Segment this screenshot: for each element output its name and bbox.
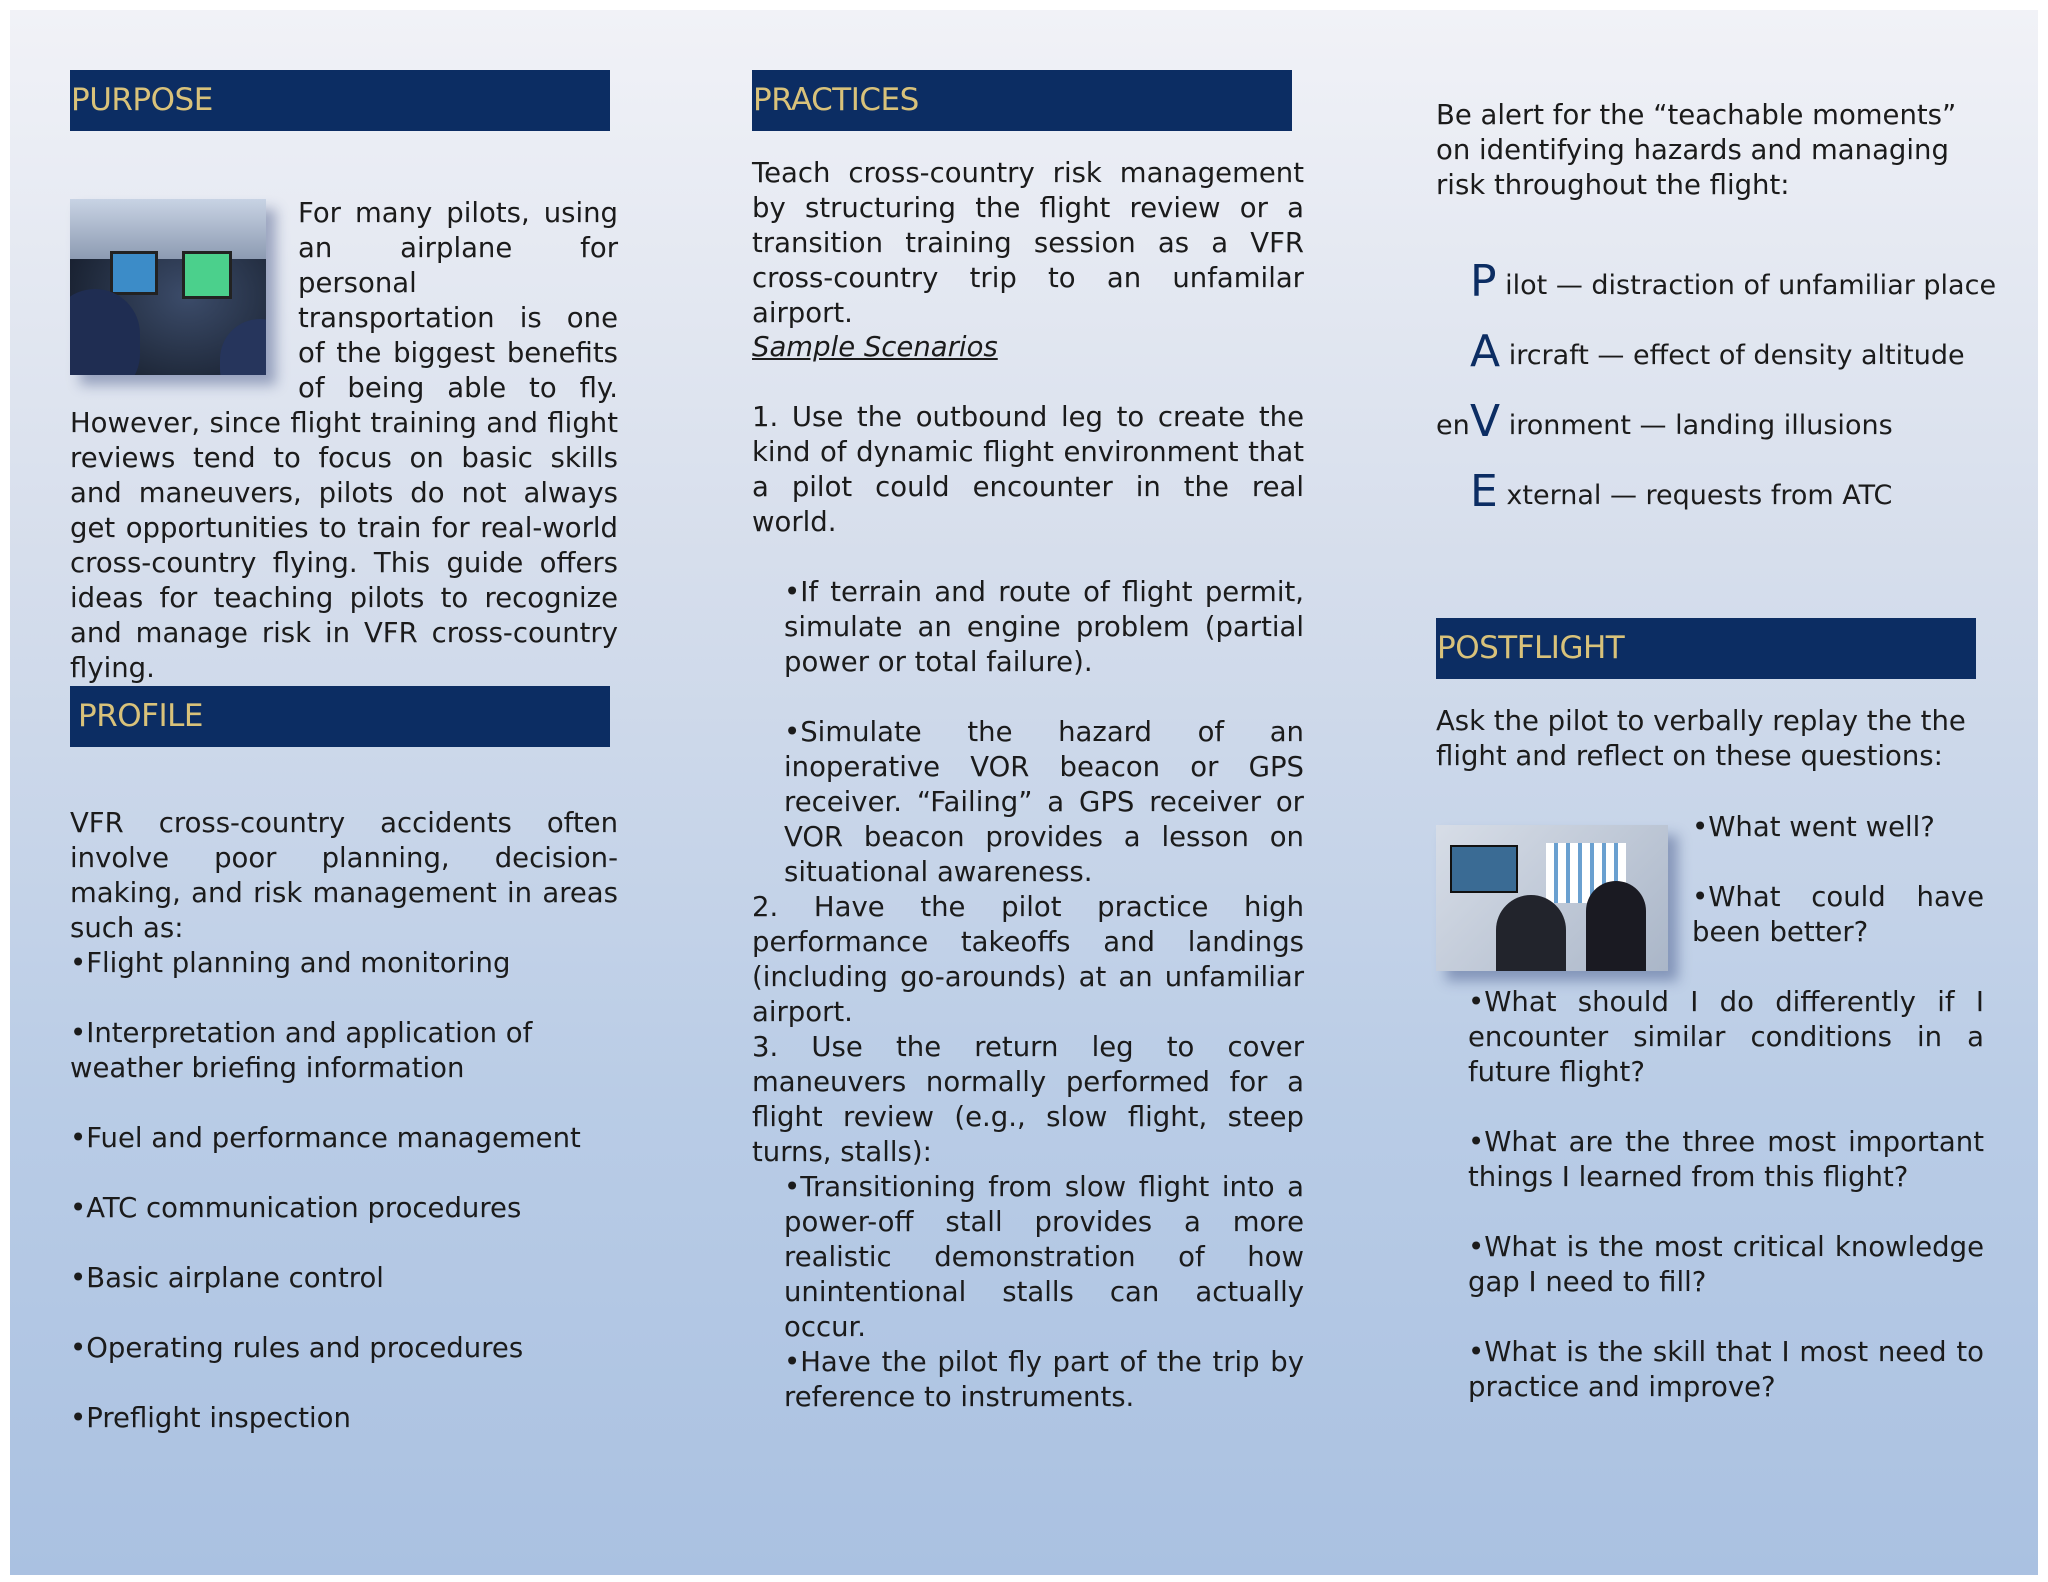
profile-item: •Flight planning and monitoring xyxy=(70,947,511,979)
purpose-section xyxy=(70,196,618,686)
pave-letter: E xyxy=(1470,466,1498,517)
postflight-intro: Ask the pilot to verbally replay the the flight and reflect on these questions: xyxy=(1436,705,1966,772)
purpose-body: For many pilots, using an airplane for personal transportation is one of the biggest benefits of being able to fly. However, since flight training and flight reviews tend to focus on basic skills and maneuvers, pilots do not always get opportunities to train for real-world cross-country flying. This guide offers ideas for teaching pilots to recognize and manage risk in VFR cross-country flying. xyxy=(70,197,618,684)
postflight-question: •What could have been better? xyxy=(1692,881,1984,948)
practices-intro: Teach cross-country risk management by structuring the flight review or a transition training session as a VFR cross-country trip to an unfamilar airport. xyxy=(752,157,1304,329)
scenario-bullet: •Simulate the hazard of an inoperative VOR beacon or GPS receiver. “Failing” a GPS receiver or VOR beacon provides a lesson on situational awareness. xyxy=(784,716,1304,888)
pave-text: ironment — landing illusions xyxy=(1508,410,1893,441)
pave-intro: Be alert for the “teachable moments” on identifying hazards and managing risk throughout the flight: xyxy=(1436,99,1957,201)
debrief-photo xyxy=(1436,825,1668,971)
pave-row-pilot xyxy=(1436,256,1997,307)
postflight-question: •What is the skill that I most need to practice and improve? xyxy=(1468,1336,1984,1403)
profile-item: •Basic airplane control xyxy=(70,1262,384,1294)
pave-text: xternal — requests from ATC xyxy=(1506,480,1893,511)
postflight-question: •What went well? xyxy=(1692,811,1935,843)
pave-text: ircraft — effect of density altitude xyxy=(1508,340,1965,371)
postflight-heading: POSTFLIGHT xyxy=(1436,618,1976,679)
scenario-bullet: •Transitioning from slow flight into a power-off stall provides a more realistic demonstration of how unintentional stalls can actually occur. xyxy=(784,1171,1304,1343)
profile-item: •Operating rules and procedures xyxy=(70,1332,524,1364)
profile-item: •ATC communication procedures xyxy=(70,1192,522,1224)
profile-intro: VFR cross-country accidents often involve poor planning, decision-making, and risk management in areas such as: xyxy=(70,807,618,944)
profile-item: •Interpretation and application of weather briefing information xyxy=(70,1017,533,1084)
pave-letter: V xyxy=(1470,396,1501,447)
pave-row-environment xyxy=(1436,396,1893,447)
postflight-question: •What should I do differently if I encounter similar conditions in a future flight? xyxy=(1468,986,1984,1088)
sample-scenarios-subheading: Sample Scenarios xyxy=(752,331,998,363)
brochure-page xyxy=(10,10,2038,1575)
scenario-step-3: 3. Use the return leg to cover maneuvers normally performed for a flight review (e.g., slow flight, steep turns, stalls): xyxy=(752,1031,1304,1168)
pave-text: ilot — distraction of unfamiliar place xyxy=(1505,270,1997,301)
pave-row-aircraft xyxy=(1436,326,1965,377)
practices-heading: PRACTICES xyxy=(752,70,1292,131)
scenario-bullet: •Have the pilot fly part of the trip by reference to instruments. xyxy=(784,1346,1304,1413)
pave-prefix: en xyxy=(1436,410,1470,441)
purpose-heading: PURPOSE xyxy=(70,70,610,131)
pave-row-external xyxy=(1436,466,1893,517)
profile-item: •Fuel and performance management xyxy=(70,1122,581,1154)
pave-letter: A xyxy=(1470,326,1501,377)
cockpit-photo xyxy=(70,199,266,375)
scenario-step-1: 1. Use the outbound leg to create the kind of dynamic flight environment that a pilot could encounter in the real world. xyxy=(752,401,1304,538)
postflight-question: •What is the most critical knowledge gap I need to fill? xyxy=(1468,1231,1984,1298)
profile-item: •Preflight inspection xyxy=(70,1402,351,1434)
scenario-step-2: 2. Have the pilot practice high performance takeoffs and landings (including go-arounds) at an unfamiliar airport. xyxy=(752,891,1304,1028)
pave-letter: P xyxy=(1470,256,1497,307)
profile-heading: PROFILE xyxy=(70,686,610,747)
scenario-bullet: •If terrain and route of flight permit, simulate an engine problem (partial power or total failure). xyxy=(784,576,1304,678)
postflight-question: •What are the three most important things I learned from this flight? xyxy=(1468,1126,1984,1193)
